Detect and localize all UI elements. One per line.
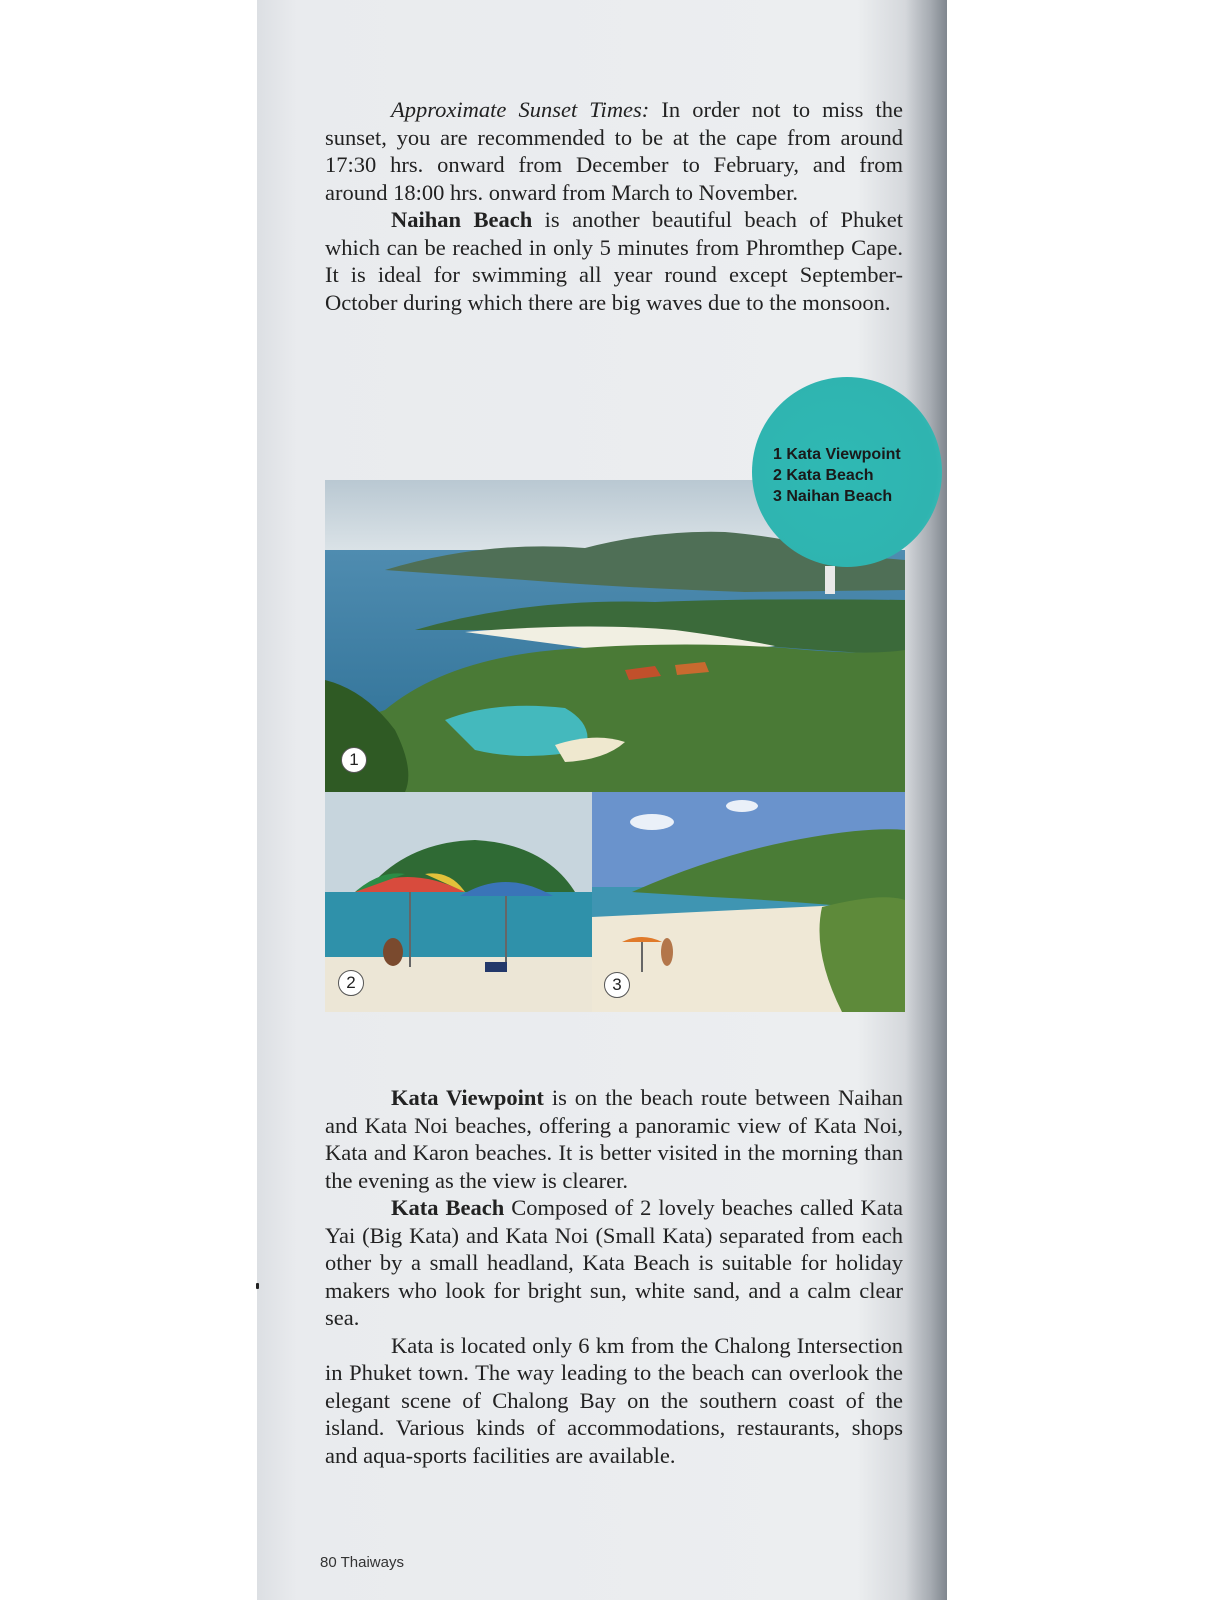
- legend-item-naihan-beach: 3 Naihan Beach: [773, 488, 893, 505]
- naihan-body: is another beautiful beach of Phuket which can be reached in only 5 minutes from Phromthep Cape. It is ideal for swimming all year round except September-October during which there are big waves due to the monsoon.: [325, 207, 903, 315]
- photo-number-3: 3: [604, 972, 630, 998]
- page-fold-shadow: [905, 0, 947, 1600]
- photo-number-2: 2: [338, 970, 364, 996]
- legend-item-kata-viewpoint: 1 Kata Viewpoint: [773, 446, 901, 463]
- legend-item-kata-beach: 2 Kata Beach: [773, 467, 874, 484]
- kata-location-paragraph: Kata is located only 6 km from the Chalong Intersection in Phuket town. The way leading to the beach can overlook the elegant scene of Chalong Bay on the southern coast of the island. Various kinds of accommodations, restaurants, shops and aqua-sports facilities are available.: [325, 1332, 903, 1468]
- kata-viewpoint-heading: Kata Viewpoint: [391, 1085, 544, 1110]
- kata-beach-heading: Kata Beach: [391, 1195, 505, 1220]
- kata-viewpoint-body: is on the beach route between Naihan and Kata Noi beaches, offering a panoramic view of Kata Noi, Kata and Karon beaches. It is better visited in the morning than the evening as the view is clearer.: [325, 1085, 903, 1193]
- naihan-paragraph: [325, 206, 903, 316]
- sunset-paragraph: [325, 96, 903, 206]
- photo-legend: [773, 444, 923, 507]
- photo-number-1: 1: [341, 747, 367, 773]
- page-number: 80: [320, 1554, 337, 1571]
- sunset-heading: Approximate Sunset Times:: [391, 97, 650, 122]
- scan-speck: [256, 1283, 259, 1289]
- kata-text-block: [325, 1084, 903, 1469]
- naihan-heading: Naihan Beach: [391, 207, 533, 232]
- kata-viewpoint-paragraph: [325, 1084, 903, 1194]
- page-footer: [320, 1554, 404, 1571]
- kata-beach-photo: [325, 792, 592, 1012]
- intro-text-block: [325, 96, 903, 316]
- magazine-name: Thaiways: [340, 1554, 404, 1571]
- naihan-beach-photo: [592, 792, 905, 1012]
- kata-beach-body: Composed of 2 lovely beaches called Kata Yai (Big Kata) and Kata Noi (Small Kata) separated from each other by a small headland, Kata Beach is suitable for holiday makers who look for bright sun, white sand, and a calm clear sea.: [325, 1195, 903, 1330]
- sunset-body: In order not to miss the sunset, you are recommended to be at the cape from around 17:30 hrs. onward from December to February, and from around 18:00 hrs. onward from March to November.: [325, 97, 903, 205]
- kata-beach-paragraph: [325, 1194, 903, 1332]
